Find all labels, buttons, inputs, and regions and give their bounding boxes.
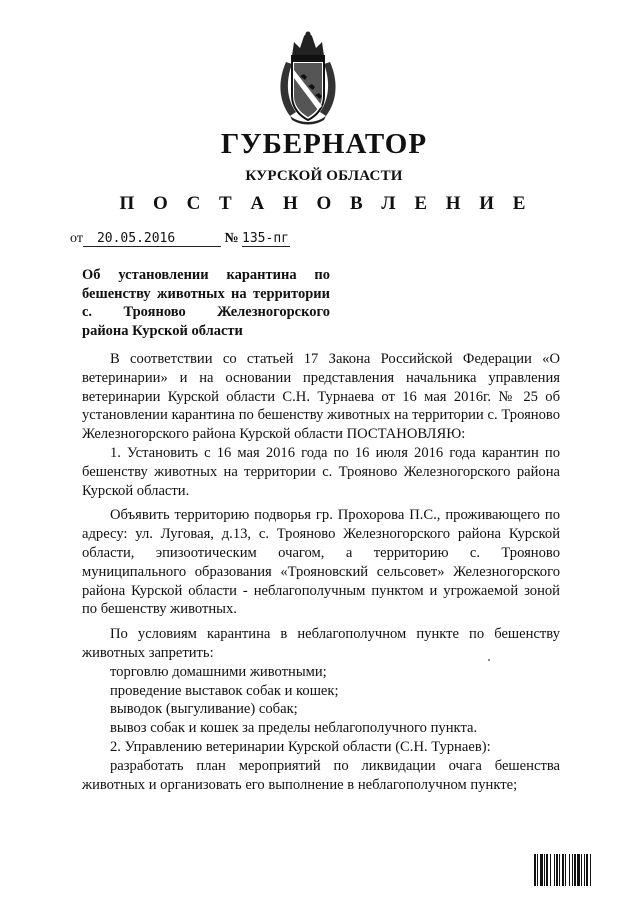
date-number-line (70, 231, 290, 247)
barcode-bar (550, 854, 551, 886)
barcode-bar (572, 854, 573, 886)
barcode-bar (565, 854, 566, 886)
date-from-label: от (70, 231, 83, 246)
item-2a-paragraph: разработать план мероприятий по ликвидации очага бешенства животных и организовать его выполнение в неблагополучном пункте; (82, 757, 560, 793)
barcode-bar (581, 854, 582, 886)
prohibition-item: вывоз собак и кошек за пределы неблагополучного пункта. (110, 720, 478, 737)
document-number: 135-пг (242, 231, 289, 246)
governor-title: ГУБЕРНАТОР (220, 128, 428, 160)
barcode-bar (540, 854, 543, 886)
item-1-paragraph: 1. Установить с 16 мая 2016 года по 16 июля 2016 года карантин по бешенству животных на территории с. Трояново Железногорского района Курской области. (82, 444, 560, 499)
barcode-bar (556, 854, 558, 886)
barcode-bar (559, 854, 560, 886)
barcode-bar (537, 854, 538, 886)
prohibition-item: выводок (выгуливание) собак; (110, 701, 298, 718)
subject-line: Об установлении карантина по (82, 267, 330, 283)
barcode-bar (554, 854, 555, 886)
prohibit-intro-paragraph: По условиям карантина в неблагополучном пункте по бешенству животных запретить: (82, 626, 560, 661)
barcode-bar (586, 854, 588, 886)
item-2-paragraph: 2. Управлению ветеринарии Курской области (С.Н. Турнаев): (110, 738, 491, 755)
barcode-bar (584, 854, 585, 886)
scan-speck (488, 659, 490, 661)
subject-line: бешенству животных на территории (82, 285, 330, 302)
region-title: КУРСКОЙ ОБЛАСТИ (245, 168, 403, 184)
barcode-bar (577, 854, 580, 886)
subject-line: с. Трояново Железногорского (82, 304, 330, 320)
prohibition-item: торговлю домашними животными; (110, 663, 327, 680)
resolution-body (82, 350, 560, 794)
barcode-bar (544, 854, 545, 886)
document-date: 20.05.2016 (83, 231, 221, 247)
preamble-paragraph: В соответствии со статьей 17 Закона Российской Федерации «О ветеринарии» и на основании представления начальника управления ветеринарии Курской области С.Н. Турнаева от 16 мая 2016г. № 25 об установлении карантина по бешенству животных на территории с. Трояново Железногорского района Курской области ПОСТАНОВЛЯЮ: (82, 351, 560, 443)
subject-line: района Курской области (82, 322, 243, 339)
barcode-bar (546, 854, 548, 886)
barcode-icon (534, 854, 614, 886)
document-type-title: П О С Т А Н О В Л Е Н И Е (119, 193, 533, 214)
number-label: № (224, 231, 239, 246)
kursk-coat-of-arms-emblem (272, 30, 344, 126)
barcode-bar (534, 854, 536, 886)
resolution-subject (82, 266, 330, 340)
barcode-bar (590, 854, 591, 886)
prohibition-item: проведение выставок собак и кошек; (110, 682, 339, 699)
barcode-bar (562, 854, 564, 886)
barcode-bar (574, 854, 576, 886)
barcode-bar (569, 854, 570, 886)
declare-paragraph: Объявить территорию подворья гр. Прохорова П.С., проживающего по адресу: ул. Луговая, д.13, с. Трояново Железногорского района Курской области, эпизоотическим очагом, а территорию с. Трояново муниципального образования «Трояновский сельсовет» Железногорского района Курской области - неблагополучным пунктом и угрожаемой зоной по бешенству животных. (82, 507, 560, 618)
